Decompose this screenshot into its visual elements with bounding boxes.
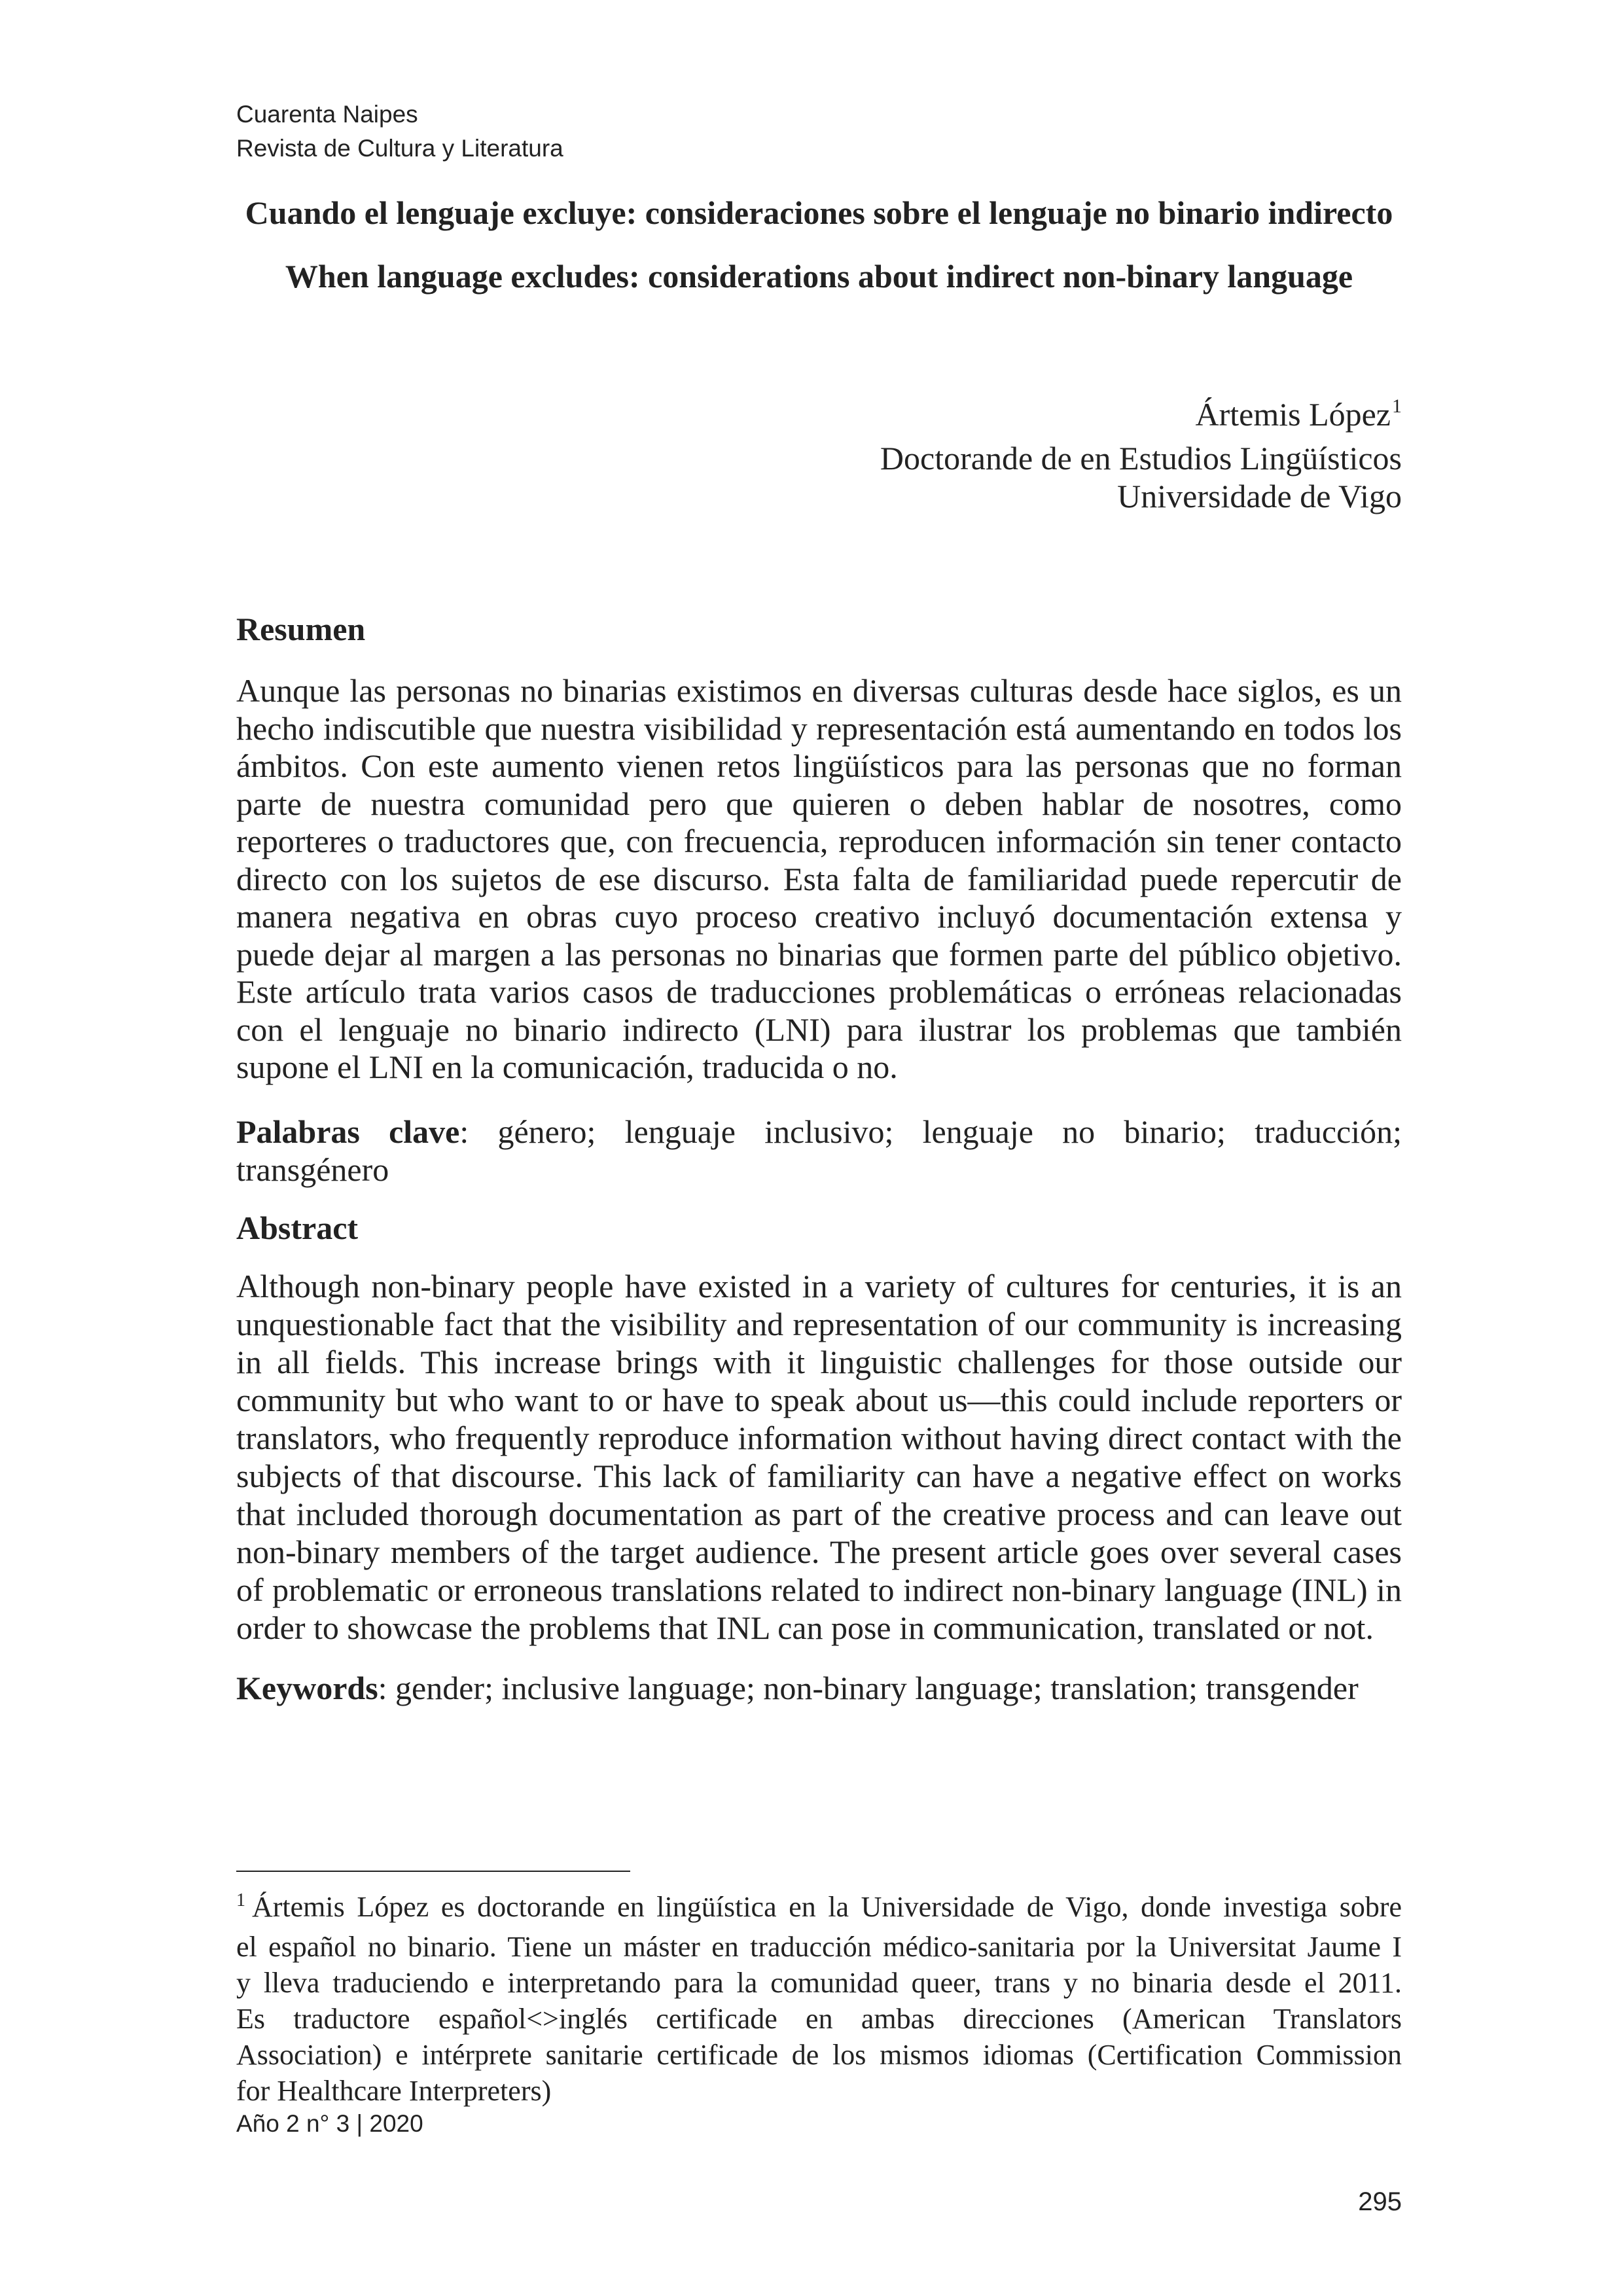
resumen-paragraph — [236, 672, 1402, 1086]
resumen-line: puede dejar al margen a las personas no binarias que formen parte del público objetivo. — [236, 935, 1402, 973]
footnote-mark: 1 — [236, 1890, 245, 1910]
resumen-line: Aunque las personas no binarias existimos en diversas culturas desde hace siglos, es un — [236, 672, 1402, 709]
abstract-line: translators, who frequently reproduce information without having direct contact with the — [236, 1420, 1402, 1456]
author-footnote-mark: 1 — [1392, 395, 1402, 417]
palabras-clave — [236, 1113, 1402, 1189]
resumen-heading: Resumen — [236, 611, 366, 647]
keywords-terms: : gender; inclusive language; non-binary language; translation; transgender — [378, 1670, 1359, 1706]
abstract-line: subjects of that discourse. This lack of familiarity can have a negative effect on works — [236, 1458, 1402, 1494]
palabras-clave-label: Palabras clave — [236, 1113, 460, 1150]
resumen-line: supone el LNI en la comunicación, traducida o no. — [236, 1049, 898, 1085]
issue-info: Año 2 n° 3 | 2020 — [236, 2110, 423, 2137]
resumen-line: con el lenguaje no binario indirecto (LNI) para ilustrar los problemas que también — [236, 1011, 1402, 1048]
page-number: 295 — [1358, 2187, 1402, 2216]
abstract-heading: Abstract — [236, 1210, 359, 1246]
author-name: Ártemis López — [1195, 396, 1391, 433]
abstract-line: Although non-binary people have existed in a variety of cultures for centuries, it is an — [236, 1268, 1402, 1304]
resumen-line: directo con los sujetos de ese discurso. Esta falta de familiaridad puede repercutir de — [236, 860, 1402, 897]
author-name-line — [880, 395, 1402, 439]
resumen-line: ámbitos. Con este aumento vienen retos lingüísticos para las personas que no forman — [236, 747, 1402, 784]
palabras-clave-line — [236, 1113, 1402, 1151]
article-title-english: When language excludes: considerations about indirect non-binary language — [285, 258, 1353, 295]
abstract-line: unquestionable fact that the visibility and representation of our community is increasing — [236, 1306, 1402, 1342]
footnote-line: el español no binario. Tiene un máster en traducción médico-sanitaria por la Universitat Jaume I — [236, 1931, 1402, 1963]
resumen-line: Este artículo trata varios casos de traducciones problemáticas o erróneas relacionadas — [236, 973, 1402, 1010]
abstract-line: non-binary members of the target audience. The present article goes over several cases — [236, 1534, 1402, 1570]
journal-name: Cuarenta Naipes — [236, 101, 418, 128]
author-block — [880, 395, 1402, 516]
footnote-line: Association) e intérprete sanitarie certificade de los mismos idiomas (Certification Commission — [236, 2039, 1402, 2071]
resumen-line: manera negativa en obras cuyo proceso creativo incluyó documentación extensa y — [236, 898, 1402, 935]
footnote-line — [236, 1889, 1402, 1929]
palabras-clave-line: transgénero — [236, 1151, 389, 1188]
abstract-paragraph — [236, 1267, 1402, 1647]
keywords-line — [236, 1670, 1402, 1708]
abstract-line: community but who want to or have to speak about us—this could include reporters or — [236, 1382, 1402, 1418]
author-position: Doctorande de en Estudios Lingüísticos — [880, 439, 1402, 476]
keywords-label: Keywords — [236, 1670, 378, 1706]
resumen-line: reporteres o traductores que, con frecuencia, reproducen información sin tener contacto — [236, 823, 1402, 859]
footnote-text: Ártemis López es doctorande en lingüística en la Universidade de Vigo, donde investiga sobre — [252, 1891, 1402, 1923]
keywords — [236, 1670, 1402, 1708]
abstract-line: that included thorough documentation as part of the creative process and can leave out — [236, 1496, 1402, 1532]
footnote-line: for Healthcare Interpreters) — [236, 2075, 552, 2107]
abstract-line: in all fields. This increase brings with it linguistic challenges for those outside our — [236, 1344, 1402, 1380]
footnote-line: y lleva traduciendo e interpretando para la comunidad queer, trans y no binaria desde el 2011. — [236, 1967, 1402, 1999]
footnote-separator — [236, 1871, 630, 1872]
resumen-line: parte de nuestra comunidad pero que quieren o deben hablar de nosotres, como — [236, 785, 1402, 822]
article-title-spanish: Cuando el lenguaje excluye: consideraciones sobre el lenguaje no binario indirecto — [245, 194, 1393, 231]
abstract-line: order to showcase the problems that INL can pose in communication, translated or not. — [236, 1609, 1374, 1646]
palabras-clave-terms: : género; lenguaje inclusivo; lenguaje no binario; traducción; — [459, 1113, 1402, 1150]
journal-subtitle: Revista de Cultura y Literatura — [236, 135, 563, 162]
footnote-line: Es traductore español<>inglés certificade en ambas direcciones (American Translators — [236, 2003, 1402, 2035]
journal-header — [236, 98, 563, 166]
abstract-line: of problematic or erroneous translations related to indirect non-binary language (INL) in — [236, 1571, 1402, 1608]
footnote — [236, 1889, 1402, 2109]
author-affiliation: Universidade de Vigo — [1117, 478, 1402, 514]
resumen-line: hecho indiscutible que nuestra visibilidad y representación está aumentando en todos los — [236, 709, 1402, 747]
